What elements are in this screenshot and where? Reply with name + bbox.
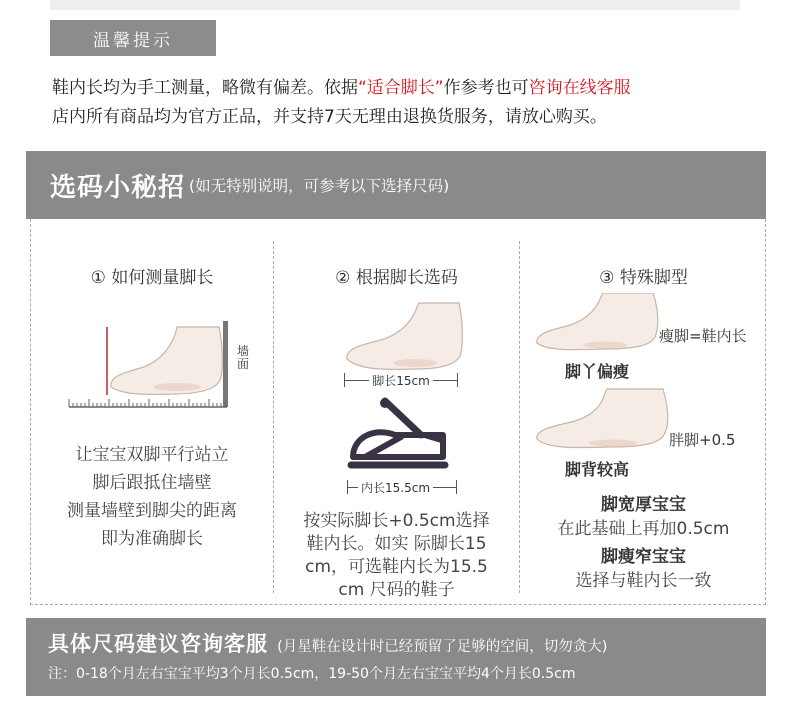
notice-line-2: 店内所有商品均为官方正品，并支持7天无理由退换货服务，请放心购买。 [52,107,607,127]
wide-foot-text: 在此基础上再加0.5cm [557,519,730,539]
sandal-illustration [345,397,455,473]
fat-foot-caption: 脚背较高 [565,460,630,479]
consult-title-row [48,628,607,658]
high-instep-foot-illustration [533,387,683,451]
fat-foot-note: 胖脚+0.5 [669,431,736,449]
col3-title: ③ 特殊脚型 [599,268,688,288]
col1-text [31,441,273,553]
top-strip [50,0,740,10]
narrow-foot-text: 选择与鞋内长一致 [575,571,712,591]
col2-title: ② 根据脚长选码 [335,268,458,288]
tips-subtitle: (如无特别说明，可参考以下选择尺码) [189,177,450,195]
col3-text [520,493,767,593]
col2-line: 按实际脚长+0.5cm选择 [303,511,490,531]
foot-length-illustration [341,301,467,373]
foot-shape [537,389,668,448]
size-guide-panel [30,219,766,605]
tips-badge: 温馨提示 [50,20,216,56]
narrow-foot-title: 脚瘦窄宝宝 [601,547,686,567]
wide-foot-title: 脚宽厚宝宝 [601,495,686,515]
thin-foot-note: 瘦脚=鞋内长 [659,327,747,345]
col2-line: 鞋内长。如实 际脚长15 [306,534,487,554]
foot-length-scale [344,371,458,389]
col1-title: ① 如何测量脚长 [90,268,214,288]
tips-header [26,151,766,219]
tips-title: 选码小秘招 [50,172,186,203]
notice-line-1-a: 鞋内长均为手工测量，略微有偏差。依据 [52,78,358,98]
col2-line: cm 尺码的鞋子 [338,580,455,600]
notice-line-1-b: 作参考也可 [443,78,529,98]
consult-header [26,618,766,696]
foot-length-label: 脚长15cm [372,373,430,388]
consult-subtitle: (月星鞋在设计时已经预留了足够的空间，切勿贪大) [277,639,608,655]
fit-length-highlight: “适合脚长” [358,78,444,98]
notice-line-1 [52,74,772,103]
thin-foot-caption: 脚丫偏瘦 [565,362,630,381]
consult-title: 具体尺码建议咨询客服 [48,632,268,656]
col2-line: cm，可选鞋内长为15.5 [305,557,488,577]
col1-line: 脚后跟抵住墙壁 [92,473,212,493]
foot-shape [347,303,462,369]
col1-line: 测量墙壁到脚尖的距离 [67,501,237,521]
wall-bar [223,321,228,407]
foot-shape [537,293,658,350]
col2-text [274,510,519,602]
thin-foot-illustration [533,293,663,355]
col1-line: 让宝宝双脚平行站立 [75,445,229,465]
wall-label: 墙面 [237,344,250,371]
shoe-length-scale [347,478,457,496]
growth-note: 注：0-18个月左右宝宝平均3个月长0.5cm，19-50个月左右宝宝平均4个月长0.5cm [48,666,576,682]
shoe-length-label: 内长15.5cm [361,480,431,495]
notice-text [52,74,772,132]
consult-service-link[interactable]: 咨询在线客服 [528,78,631,98]
sandal-strap [385,401,421,435]
col1-line: 即为准确脚长 [101,529,203,549]
